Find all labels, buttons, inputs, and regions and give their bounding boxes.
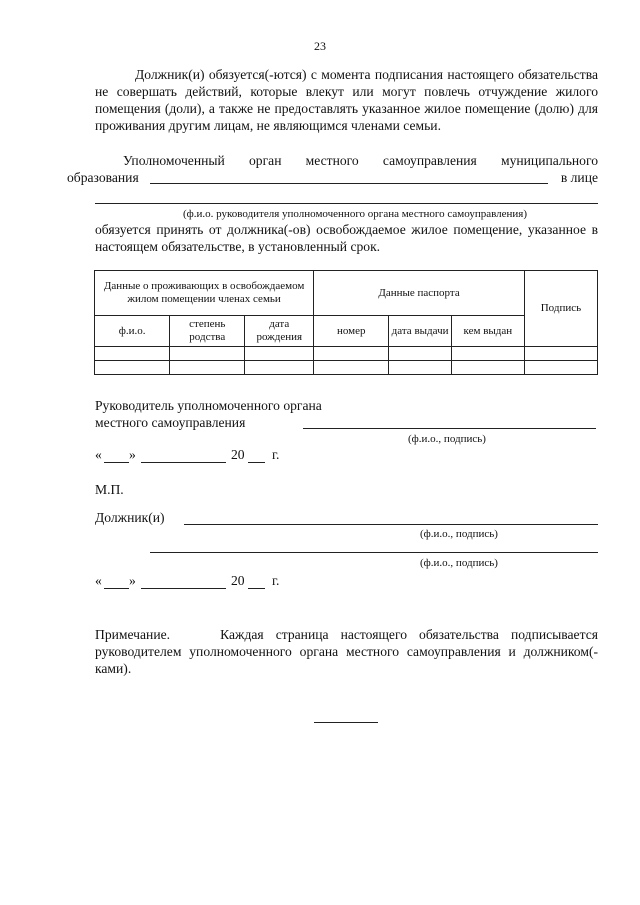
date1-close-quote: » bbox=[129, 447, 136, 462]
signature-header: Подпись bbox=[524, 271, 597, 347]
head-signature-caption: (ф.и.о., подпись) bbox=[408, 433, 486, 445]
date2-year-line bbox=[248, 588, 265, 589]
head-signature-label bbox=[95, 397, 322, 431]
table-row bbox=[95, 361, 598, 375]
stamp-place: М.П. bbox=[95, 482, 124, 497]
debtor-signature-line-1 bbox=[184, 524, 598, 525]
municipality-blank-line bbox=[150, 183, 548, 184]
passport-data-header: Данные паспорта bbox=[314, 271, 525, 316]
in-person-label: в лице bbox=[560, 170, 598, 185]
date1-year-line bbox=[248, 462, 265, 463]
col-birth-date: дата рождения bbox=[245, 316, 314, 347]
family-members-header: Данные о проживающих в освобождаемом жилом помещении членах семьи bbox=[95, 271, 314, 316]
note-text: Каждая страница настоящего обязательства подписывается руководителем уполномоченного органа местного самоуправления и должником(-ками). bbox=[95, 627, 598, 676]
debtor-obligation-paragraph: Должник(и) обязуется(-ются) с момента подписания настоящего обязательства не совершать действий, которые влекут или могут повлечь отчуждение жилого помещения (доли), а также не предоставлять указанное жилое помещение (долю) для проживания другим лицам, не являющимся членами семьи. bbox=[95, 67, 598, 133]
municipality-label: образования bbox=[67, 170, 139, 185]
head-signature-line2: местного самоуправления bbox=[95, 415, 246, 430]
date2-open-quote: « bbox=[95, 573, 102, 588]
date1-month-line bbox=[141, 462, 226, 463]
date2-close-quote: » bbox=[129, 573, 136, 588]
head-signature-blank-line bbox=[303, 428, 596, 429]
table-row bbox=[95, 347, 598, 361]
org-head-blank-line bbox=[95, 203, 598, 204]
debtor-caption-1: (ф.и.о., подпись) bbox=[420, 528, 498, 540]
col-issued-by: кем выдан bbox=[451, 316, 524, 347]
date1-year-suffix: г. bbox=[272, 447, 280, 462]
col-fio: ф.и.о. bbox=[95, 316, 170, 347]
authority-paragraph bbox=[67, 152, 598, 186]
date1-day-line bbox=[104, 462, 129, 463]
acceptance-paragraph: обязуется принять от должника(-ов) освобождаемое жилое помещение, указанное в настоящем обязательстве, в установленный срок. bbox=[95, 222, 598, 254]
date2-year-prefix: 20 bbox=[231, 573, 245, 588]
debtor-signature-line-2 bbox=[150, 552, 598, 553]
col-passport-number: номер bbox=[314, 316, 389, 347]
note-label: Примечание. bbox=[95, 627, 171, 642]
col-relation: степень родства bbox=[170, 316, 245, 347]
page-number: 23 bbox=[314, 39, 326, 53]
authority-line1: Уполномоченный орган местного самоуправления муниципального bbox=[123, 153, 598, 168]
family-members-table bbox=[94, 270, 598, 375]
debtor-caption-2: (ф.и.о., подпись) bbox=[420, 557, 498, 569]
debtor-label: Должник(и) bbox=[95, 510, 165, 525]
date2-year-suffix: г. bbox=[272, 573, 280, 588]
head-signature-line1: Руководитель уполномоченного органа bbox=[95, 398, 322, 413]
end-divider bbox=[314, 722, 378, 723]
date1-year-prefix: 20 bbox=[231, 447, 245, 462]
date1-open-quote: « bbox=[95, 447, 102, 462]
col-issue-date: дата выдачи bbox=[389, 316, 451, 347]
authority-line2 bbox=[67, 169, 598, 186]
date2-month-line bbox=[141, 588, 226, 589]
org-head-caption: (ф.и.о. руководителя уполномоченного органа местного самоуправления) bbox=[182, 208, 528, 220]
note-paragraph bbox=[95, 626, 598, 677]
date2-day-line bbox=[104, 588, 129, 589]
